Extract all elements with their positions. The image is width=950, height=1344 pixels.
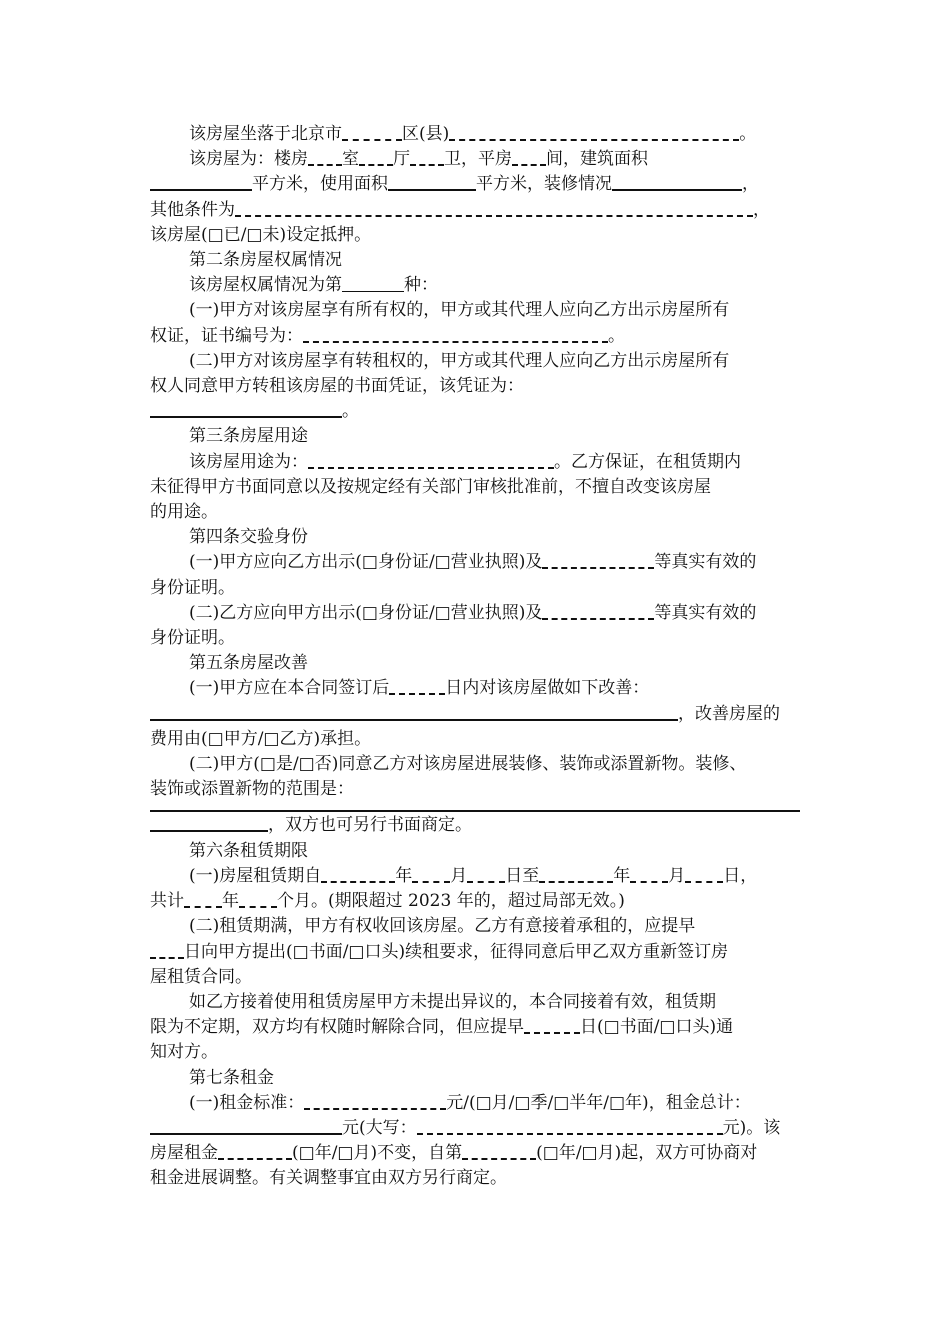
text: ， (742, 174, 759, 195)
usage-line (150, 450, 800, 475)
renovation-scope-end (150, 813, 800, 838)
text: 日， (723, 865, 758, 886)
article-4-title: 第四条交验身份 (189, 527, 308, 548)
text: 权证，证书编号为： (150, 325, 303, 346)
text: 区(县) (402, 124, 450, 144)
other-conditions-line (150, 198, 800, 223)
text: 种： (404, 275, 438, 296)
text: 共计 (150, 891, 184, 912)
text: (一)甲方对该房屋享有所有权的，甲方或其代理人应向乙方出示房屋所有 (189, 300, 730, 321)
blank-total-months[interactable] (239, 889, 277, 908)
text: (二)甲方对该房屋享有转租权的，甲方或其代理人应向乙方出示房屋所有 (189, 350, 730, 371)
text: 元)。该 (722, 1117, 781, 1138)
rent-adjust-end: 租金进展调整。有关调整事宜由双方另行商定。 (150, 1168, 507, 1189)
blank-rent-in-words[interactable] (417, 1116, 723, 1135)
text: 年 (222, 891, 239, 912)
blank-total-years[interactable] (184, 889, 222, 908)
ownership-1-cont (150, 324, 800, 349)
ownership-2-cont: 权人同意甲方转租该房屋的书面凭证，该凭证为： (150, 376, 524, 397)
text: (二)租赁期满，甲方有权收回该房屋。乙方有意接着承租的，应提早 (189, 916, 696, 937)
voucher-line (150, 399, 800, 424)
identity-1 (150, 550, 800, 575)
improvement-2 (150, 752, 800, 777)
line (150, 147, 800, 172)
blank-rooms[interactable] (308, 147, 342, 166)
rent-total-line (150, 1116, 800, 1141)
blank-address[interactable] (449, 122, 739, 141)
usage-cont (150, 475, 800, 500)
text: 日(□书面/□口头)通 (580, 1017, 734, 1038)
text: (一)租金标准： (189, 1092, 305, 1113)
house-type-paragraph (150, 147, 800, 172)
text: (□年/□月)起，双方可协商对 (536, 1143, 758, 1164)
text: 日至 (505, 865, 540, 886)
text: 。 (739, 124, 757, 144)
blank-end-day[interactable] (685, 864, 723, 883)
text: 个月。(期限超过 2023 年的，超过局部无效。) (277, 891, 625, 912)
text: 该房屋为：楼房 (189, 149, 308, 170)
text: 等真实有效的 (654, 602, 757, 623)
text: 元/(□月/□季/□半年/□年)，租金总计： (446, 1092, 751, 1113)
text: (一)房屋租赁期自 (189, 865, 322, 886)
term-3-end: 知对方。 (150, 1042, 218, 1063)
identity-2 (150, 601, 800, 626)
text: 限为不定期，双方均有权随时解除合同，但应提早 (150, 1017, 524, 1038)
term-2 (150, 914, 800, 939)
text: 日内对该房屋做如下改善： (445, 678, 650, 699)
improvement-cost: 费用由(□甲方/□乙方)承担。 (150, 728, 372, 749)
text: 元(大写： (342, 1117, 417, 1138)
identity-1-cont: 身份证明。 (150, 577, 235, 598)
mortgage-line: 该房屋(□已/□未)设定抵押。 (150, 224, 372, 245)
text: 平方米，装修情况 (476, 174, 612, 195)
ownership-2 (150, 349, 800, 374)
blank-rent-fixed-period[interactable] (218, 1141, 292, 1160)
text: 如乙方接着使用租赁房屋甲方未提出异议的，本合同接着有效，租赁期 (189, 991, 716, 1012)
article-2-title: 第二条房屋权属情况 (189, 250, 342, 271)
blank-rent-standard[interactable] (304, 1091, 446, 1110)
rent-1 (150, 1091, 800, 1116)
blank-start-day[interactable] (467, 864, 505, 883)
blank-baths[interactable] (410, 147, 444, 166)
identity-2-cont: 身份证明。 (150, 628, 235, 649)
rent-adjust-line (150, 1141, 800, 1166)
term-3 (150, 990, 800, 1015)
blank-build-area[interactable] (150, 172, 252, 191)
text: (□年/□月)不变，自第 (292, 1143, 463, 1164)
ownership-1 (150, 298, 800, 323)
location-line (150, 122, 800, 147)
term-2-cont (150, 940, 800, 965)
blank-rent-adjust-from[interactable] (462, 1141, 536, 1160)
ownership-type-line (150, 273, 800, 298)
blank-start-month[interactable] (412, 864, 450, 883)
text: 室 (342, 149, 359, 170)
text: ，改善房屋的 (678, 703, 780, 724)
blank-improvement-details[interactable] (150, 702, 678, 721)
text: 月 (450, 865, 468, 886)
text: ， (753, 199, 770, 220)
text: (二)乙方应向甲方出示(□身份证/□营业执照)及 (189, 602, 543, 623)
blank-landlord-id[interactable] (542, 550, 654, 569)
improvement-1 (150, 676, 800, 701)
blank-improvement-days[interactable] (389, 676, 445, 695)
text: (一)甲方应向乙方出示(□身份证/□营业执照)及 (189, 552, 543, 573)
blank-renovation-scope[interactable] (150, 802, 800, 812)
blank-end-month[interactable] (630, 864, 668, 883)
term-1 (150, 864, 800, 889)
text: (一)甲方应在本合同签订后 (189, 678, 390, 699)
text: 该房屋权属情况为第 (189, 275, 342, 296)
area-line (150, 172, 800, 197)
text: 间，建筑面积 (546, 149, 648, 170)
blank-start-year[interactable] (321, 864, 395, 883)
text: 年 (613, 865, 631, 886)
improvement-1-cont (150, 702, 800, 727)
blank-notice-days[interactable] (524, 1015, 580, 1034)
improvement-2-cont: 装饰或添置新物的范围是： (150, 779, 354, 800)
usage-end: 的用途。 (150, 502, 218, 523)
blank-certificate-no[interactable] (303, 324, 608, 343)
blank-bungalow-rooms[interactable] (512, 147, 546, 166)
article-7-title: 第七条租金 (189, 1067, 274, 1088)
article-6-title: 第六条租赁期限 (189, 840, 308, 861)
term-3-cont (150, 1015, 800, 1040)
text: 该房屋坐落于北京市 (189, 124, 342, 144)
text: 。 (342, 401, 359, 422)
blank-renovation-scope-cont[interactable] (150, 813, 268, 832)
text: (二)甲方(□是/□否)同意乙方对该房屋进展装修、装饰或添置新物。装修、 (189, 754, 747, 775)
term-total (150, 889, 800, 914)
blank-tenant-id[interactable] (542, 601, 654, 620)
text: 厅 (393, 149, 410, 170)
text: 未征得甲方书面同意以及按规定经有关部门审核批准前，不擅自改变该房屋 (150, 476, 711, 497)
text: 卫，平房 (444, 149, 512, 170)
text: 等真实有效的 (654, 552, 757, 573)
text: 。乙方保证，在租赁期内 (554, 451, 741, 472)
text: ，双方也可另行书面商定。 (268, 815, 472, 836)
blank-ownership-type[interactable] (342, 274, 404, 292)
text: 。 (608, 325, 625, 346)
contract-page (150, 122, 800, 1192)
article-3-title: 第三条房屋用途 (189, 426, 308, 447)
text: 平方米，使用面积 (252, 174, 388, 195)
blank-renewal-days[interactable] (150, 940, 184, 959)
blank-district[interactable] (342, 122, 402, 141)
text: 房屋租金 (150, 1143, 218, 1164)
text: 年 (395, 865, 413, 886)
text: 月 (668, 865, 686, 886)
blank-usage[interactable] (308, 450, 554, 469)
term-2-end: 屋租赁合同。 (150, 966, 252, 987)
blank-halls[interactable] (359, 147, 393, 166)
blank-end-year[interactable] (539, 864, 613, 883)
article-5-title: 第五条房屋改善 (189, 653, 308, 674)
blank-decoration[interactable] (612, 172, 742, 191)
text: 该房屋用途为： (189, 451, 308, 472)
blank-rent-total[interactable] (150, 1116, 342, 1135)
blank-use-area[interactable] (388, 172, 476, 191)
text: 日向甲方提出(□书面/□口头)续租要求，征得同意后甲乙双方重新签订房 (184, 941, 729, 962)
text: 其他条件为 (150, 199, 235, 220)
blank-voucher[interactable] (150, 399, 342, 418)
blank-other-conditions[interactable] (235, 198, 753, 217)
